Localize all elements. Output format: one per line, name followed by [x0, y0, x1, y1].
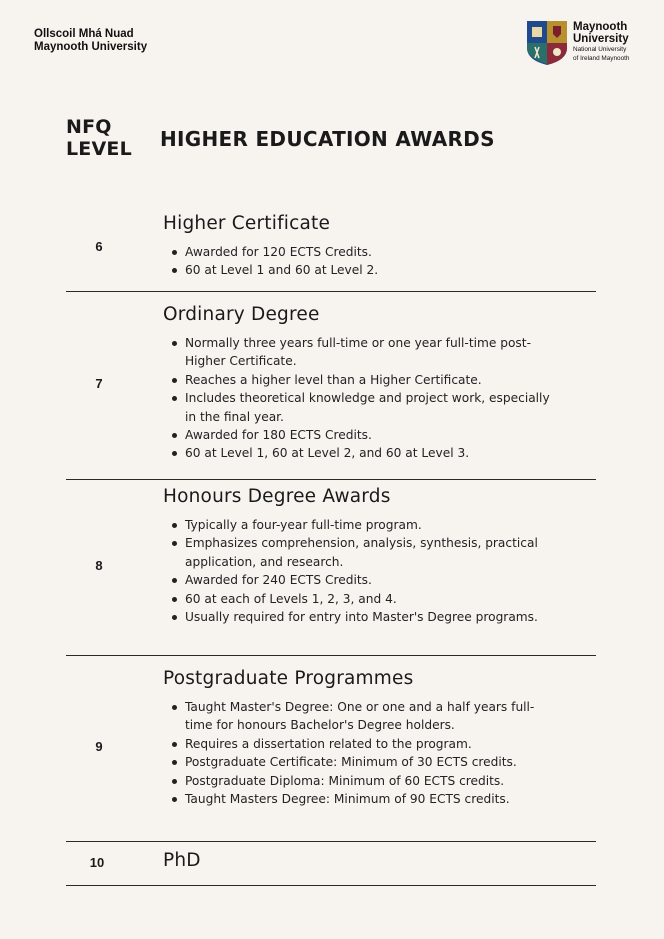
list-item: Postgraduate Diploma: Minimum of 60 ECTS credits. — [163, 772, 553, 790]
list-item: Taught Masters Degree: Minimum of 90 ECTS credits. — [163, 790, 553, 808]
level-number: 7 — [95, 376, 103, 391]
list-item: 60 at each of Levels 1, 2, 3, and 4. — [163, 590, 553, 608]
nfq-header-line1: NFQ — [66, 116, 112, 138]
row-divider — [66, 291, 596, 292]
row-divider — [66, 655, 596, 656]
award-title: Higher Certificate — [163, 213, 331, 234]
award-title: Honours Degree Awards — [163, 486, 391, 507]
english-name: Maynooth University — [34, 41, 148, 53]
crest-icon — [526, 20, 568, 66]
list-item: Postgraduate Certificate: Minimum of 30 ECTS credits. — [163, 753, 553, 771]
university-logo — [526, 20, 646, 68]
list-item: Typically a four-year full-time program. — [163, 516, 553, 534]
level-number: 10 — [89, 855, 105, 870]
list-item: Usually required for entry into Master's Degree programs. — [163, 608, 553, 626]
list-item: Includes theoretical knowledge and project work, especially in the final year. — [163, 389, 553, 426]
level-number: 9 — [95, 739, 103, 754]
logo-text — [573, 21, 630, 62]
irish-name: Ollscoil Mhá Nuad — [34, 28, 134, 40]
logo-name-line1: Maynooth — [573, 21, 628, 33]
list-item: Awarded for 120 ECTS Credits. — [163, 243, 553, 261]
list-item: Taught Master's Degree: One or one and a half years full-time for honours Bachelor's Degree holders. — [163, 698, 553, 735]
list-item: Awarded for 180 ECTS Credits. — [163, 426, 553, 444]
row-divider — [66, 479, 596, 480]
award-bullet-list — [163, 243, 553, 280]
university-name-block — [34, 28, 147, 54]
award-title: Postgraduate Programmes — [163, 668, 414, 689]
nfq-header-line2: LEVEL — [66, 138, 132, 160]
list-item: Awarded for 240 ECTS Credits. — [163, 571, 553, 589]
list-item: Reaches a higher level than a Higher Certificate. — [163, 371, 553, 389]
award-bullet-list — [163, 516, 553, 626]
logo-name-line2: University — [573, 33, 629, 45]
list-item: Requires a dissertation related to the program. — [163, 735, 553, 753]
nfq-level-header — [66, 116, 132, 160]
row-divider — [66, 885, 596, 886]
level-number: 8 — [95, 558, 103, 573]
list-item: Normally three years full-time or one year full-time post-Higher Certificate. — [163, 334, 553, 371]
list-item: Emphasizes comprehension, analysis, synthesis, practical application, and research. — [163, 534, 553, 571]
logo-sub-line1: National University — [573, 46, 627, 53]
logo-sub-line2: of Ireland Maynooth — [573, 54, 630, 62]
level-number: 6 — [95, 239, 103, 254]
award-bullet-list — [163, 334, 553, 463]
list-item: 60 at Level 1 and 60 at Level 2. — [163, 261, 553, 279]
award-bullet-list — [163, 698, 553, 808]
awards-header: HIGHER EDUCATION AWARDS — [160, 127, 495, 151]
row-divider — [66, 841, 596, 842]
list-item: 60 at Level 1, 60 at Level 2, and 60 at Level 3. — [163, 444, 553, 462]
award-title: PhD — [163, 850, 201, 871]
award-title: Ordinary Degree — [163, 304, 320, 325]
